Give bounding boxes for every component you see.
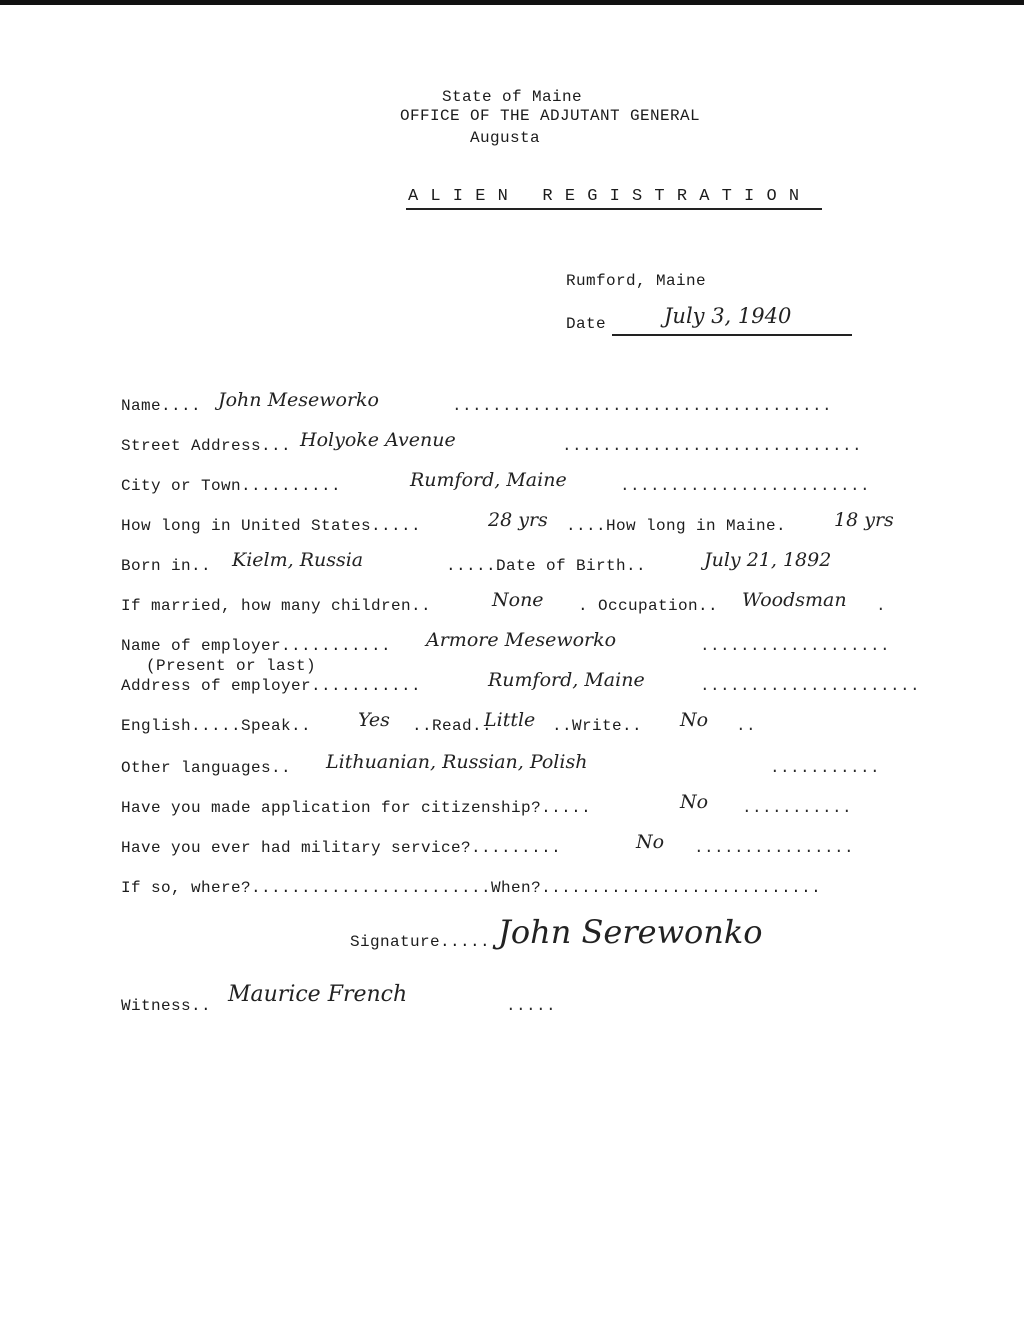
occupation-label: . Occupation.. <box>578 597 719 615</box>
employer-dots: ................... <box>700 637 891 655</box>
header-city: Augusta <box>469 129 540 147</box>
scan-border <box>0 0 1024 5</box>
employer-value: Armore Meseworko <box>426 629 617 651</box>
city-value: Rumford, Maine <box>410 469 567 491</box>
present-or-last: (Present or last) <box>146 657 317 675</box>
date-value: July 3, 1940 <box>664 304 792 328</box>
witness-value: Maurice French <box>228 982 408 1007</box>
english-speak-label: English.....Speak.. <box>121 717 312 735</box>
street-dots: .............................. <box>562 437 863 455</box>
date-label: Date <box>566 315 607 333</box>
occupation-value: Woodsman <box>742 589 847 611</box>
name-value: John Meseworko <box>218 389 379 411</box>
title-underline <box>406 208 822 210</box>
witness-label: Witness.. <box>121 997 212 1015</box>
english-dots: .. <box>736 717 757 735</box>
citizenship-value: No <box>680 791 709 813</box>
military-label: Have you ever had military service?......... <box>121 839 562 857</box>
dob-value: July 21, 1892 <box>704 549 832 571</box>
born-value: Kielm, Russia <box>232 549 364 571</box>
place: Rumford, Maine <box>566 272 707 290</box>
born-label: Born in.. <box>121 557 212 575</box>
witness-dots: ..... <box>506 997 557 1015</box>
military-value: No <box>636 831 665 853</box>
header-office: OFFICE OF THE ADJUTANT GENERAL <box>399 107 701 125</box>
other-languages-value: Lithuanian, Russian, Polish <box>326 751 588 773</box>
name-label: Name.... <box>121 397 202 415</box>
employer-address-dots: ...................... <box>700 677 921 695</box>
how-long-us-value: 28 yrs <box>488 509 548 531</box>
english-read-label: ..Read.. <box>412 717 493 735</box>
military-dots: ................ <box>694 839 855 857</box>
how-long-maine-label: ....How long in Maine. <box>566 517 787 535</box>
header-state: State of Maine <box>441 88 583 106</box>
city-dots: ......................... <box>620 477 871 495</box>
street-label: Street Address... <box>121 437 292 455</box>
english-write-label: ..Write.. <box>552 717 643 735</box>
other-languages-label: Other languages.. <box>121 759 292 777</box>
employer-label: Name of employer........... <box>121 637 392 655</box>
signature-value: John Serewonko <box>498 913 763 951</box>
how-long-us-label: How long in United States..... <box>121 517 422 535</box>
how-long-maine-value: 18 yrs <box>834 509 894 531</box>
city-label: City or Town.......... <box>121 477 342 495</box>
employer-address-label: Address of employer........... <box>121 677 422 695</box>
other-languages-dots: ........... <box>770 759 881 777</box>
name-dots: ...................................... <box>452 397 833 415</box>
english-write-value: No <box>680 709 709 731</box>
occupation-dots: . <box>876 597 887 615</box>
children-label: If married, how many children.. <box>121 597 432 615</box>
dob-label: .....Date of Birth.. <box>446 557 647 575</box>
citizenship-label: Have you made application for citizenship?..... <box>121 799 592 817</box>
form-title: A L I E N R E G I S T R A T I O N <box>408 187 801 206</box>
where-when-label: If so, where?........................When?............................ <box>121 879 822 897</box>
citizenship-dots: ........... <box>742 799 853 817</box>
employer-address-value: Rumford, Maine <box>488 669 645 691</box>
date-underline <box>612 334 852 336</box>
english-speak-value: Yes <box>358 709 390 731</box>
signature-label: Signature..... <box>350 933 491 951</box>
street-value: Holyoke Avenue <box>300 429 456 451</box>
children-value: None <box>492 589 544 611</box>
english-read-value: Little <box>484 709 536 731</box>
